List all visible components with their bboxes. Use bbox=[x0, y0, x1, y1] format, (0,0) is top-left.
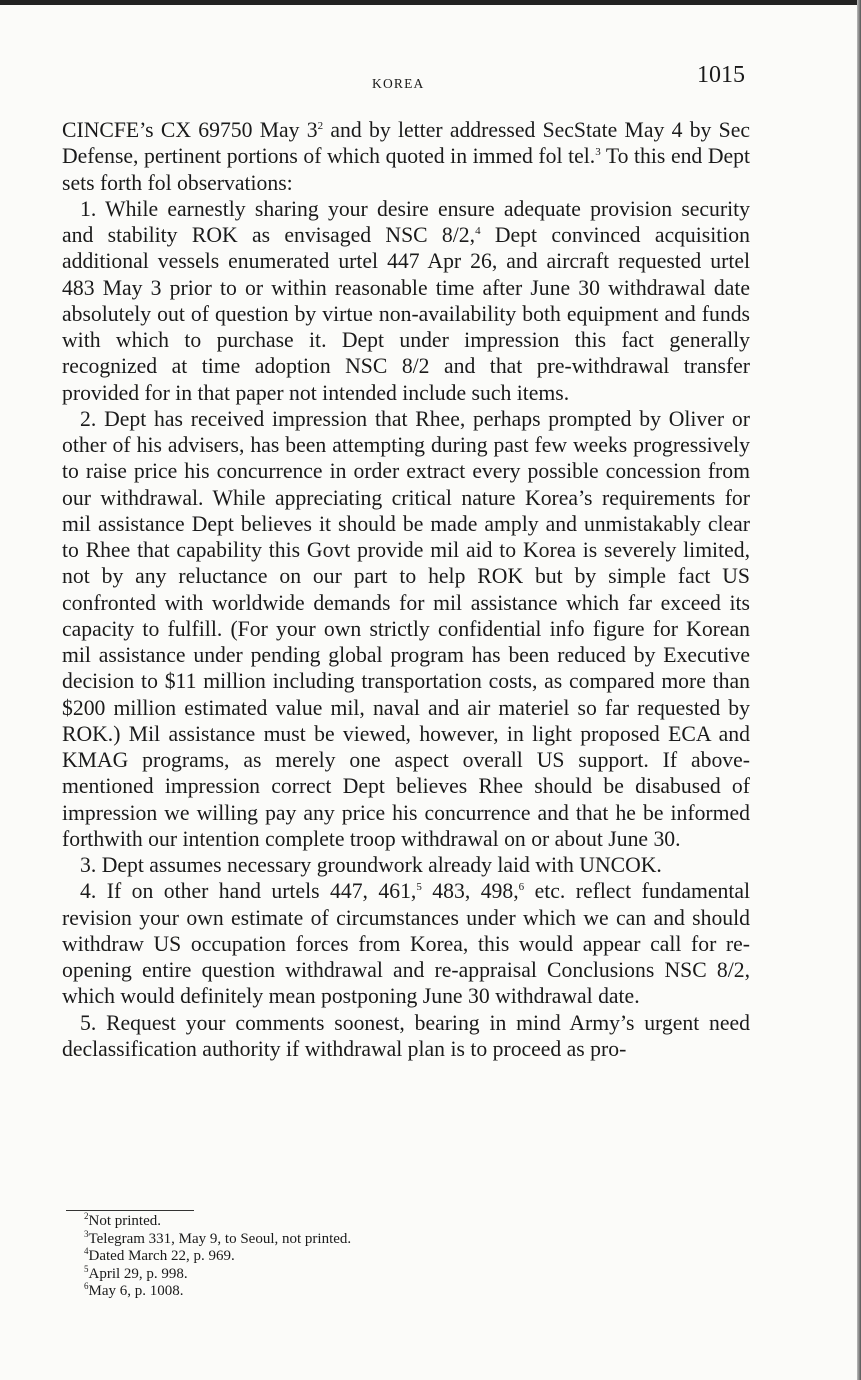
footnote-ref-6: 6 bbox=[518, 881, 525, 894]
footnote-mark: 4 bbox=[84, 1246, 89, 1257]
footnote-text: Dated March 22, p. 969. bbox=[88, 1248, 235, 1265]
footnote-item bbox=[84, 1228, 684, 1249]
paragraph-2: 2. Dept has received impression that Rhee, perhaps prompted by Oliver or other of his advisers, has been attempting during past few weeks progressively to raise price his concurrence in order extract every possible concession from our withdrawal. While appreciating critical nature Korea’s requirements for mil assistance Dept believes it should be made amply and unmistakably clear to Rhee that capability this Govt provide mil aid to Korea is severely limited, not by any reluctance on our part to help ROK but by simple fact US confronted with worldwide demands for mil assistance which far exceed its capacity to fulfill. (For your own strictly confidential info figure for Korean mil assistance under pending global program has been reduced by Executive decision to $11 million including transportation costs, as compared more than $200 million estimated value mil, naval and air materiel so far requested by ROK.) Mil assistance must be viewed, however, in light proposed ECA and KMAG programs, as merely one aspect overall US support. If above-mentioned impression correct Dept believes Rhee should be disabused of impression we willing pay any price his concurrence and that he be informed forthwith our intention complete troop withdrawal on or about June 30. bbox=[62, 406, 750, 851]
intro-paragraph bbox=[62, 117, 750, 196]
page-number: 1015 bbox=[697, 62, 745, 88]
paragraph-1-text-2: Dept convinced acquisition additional vessels enumerated urtel 447 Apr 26, and aircraft requested urtel 483 May 3 prior to or within reasonable time after June 30 withdrawal date absolutely out of question by virtue non-availability both equipment and funds with which to purchase it. Dept under impression this fact generally recognized at time adoption NSC 8/2 and that pre-withdrawal transfer provided for in that paper not intended include such items. bbox=[62, 223, 750, 405]
footnote-ref-3: 3 bbox=[595, 146, 601, 159]
footnote-ref-2: 2 bbox=[317, 120, 324, 132]
paragraph-1-text-1: 1. While earnestly sharing your desire ensure adequate provision security and stability ROK as envisaged NSC 8/2, bbox=[62, 196, 750, 247]
intro-text-2: and by letter addressed SecState May 4 by Sec Defense, pertinent portions of which quoted in immed fol tel. bbox=[62, 118, 750, 169]
intro-text-1: CINCFE’s CX 69750 May 3 bbox=[62, 118, 318, 142]
footnotes bbox=[84, 1213, 684, 1301]
paragraph-4 bbox=[62, 878, 750, 1009]
paragraph-4-text-2: 483, 498, bbox=[421, 879, 519, 904]
page-edge-shadow bbox=[857, 0, 861, 1380]
paragraph-3: 3. Dept assumes necessary groundwork already laid with UNCOK. bbox=[80, 853, 662, 877]
top-border-rule bbox=[0, 0, 861, 5]
footnote-text: April 29, p. 998. bbox=[88, 1265, 188, 1282]
intro-text-3: To this end Dept sets forth fol observations: bbox=[62, 144, 750, 195]
paragraph-5: 5. Request your comments soonest, bearing in mind Army’s urgent need declassification authority if withdrawal plan is to proceed as pro- bbox=[62, 1010, 750, 1061]
footnote-ref-4: 4 bbox=[475, 225, 481, 237]
body-text bbox=[62, 117, 750, 1062]
footnote-text: Not printed. bbox=[88, 1213, 161, 1229]
footnote-item bbox=[84, 1283, 684, 1301]
footnote-mark: 5 bbox=[84, 1263, 89, 1274]
footnote-text: May 6, p. 1008. bbox=[88, 1283, 184, 1300]
footnote-item bbox=[84, 1213, 684, 1231]
paragraph-4-text-3: etc. reflect fundamental revision your own estimate of circumstances under which we can and should withdraw US occupation forces from Korea, this would appear call for re-opening entire question withdrawal and re-appraisal Conclusions NSC 8/2, which would definitely mean postponing June 30 withdrawal date. bbox=[62, 879, 750, 1009]
footnote-item bbox=[84, 1263, 684, 1284]
footnote-mark: 2 bbox=[84, 1211, 89, 1221]
page-header bbox=[62, 62, 750, 96]
footnote-item bbox=[84, 1248, 684, 1266]
paragraph-4-text-1: 4. If on other hand urtels 447, 461, bbox=[80, 879, 417, 904]
footnote-ref-5: 5 bbox=[416, 881, 422, 894]
footnote-text: Telegram 331, May 9, to Seoul, not printed. bbox=[88, 1230, 352, 1247]
footnote-mark: 6 bbox=[84, 1281, 89, 1292]
running-head: KOREA bbox=[372, 76, 425, 91]
paragraph-1 bbox=[62, 196, 750, 406]
footnote-mark: 3 bbox=[84, 1228, 89, 1239]
